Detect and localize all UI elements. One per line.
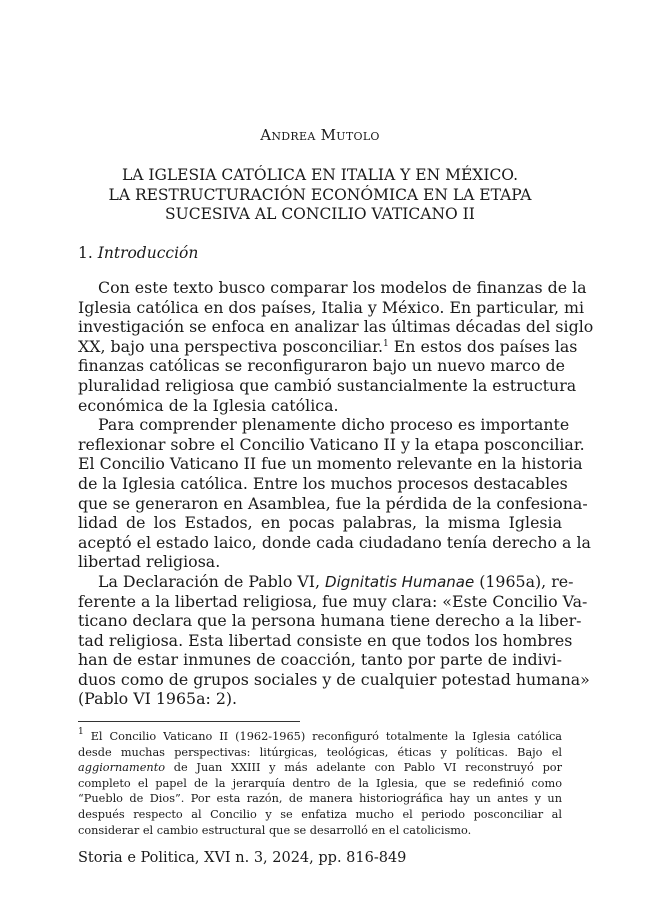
title-line-1: LA IGLESIA CATÓLICA EN ITALIA Y EN MÉXICO. — [121, 166, 519, 184]
title-line-3: SUCESIVA AL CONCILIO VATICANO II — [165, 205, 475, 223]
footnote-line: después respecto al Concilio y se enfatiza mucho el periodo posconciliar al — [78, 807, 562, 821]
paragraph-2-line: Para comprender plenamente dicho proceso es importante — [98, 415, 570, 435]
footnote-marker: 1 — [78, 727, 84, 737]
paragraph-3-line: ferente a la libertad religiosa, fue muy clara: «Este Concilio Va- — [78, 591, 588, 611]
section-heading — [78, 244, 198, 262]
footnote-line: completo el papel de la jerarquía dentro de la Iglesia, que se redefinió como — [78, 776, 562, 790]
paper-page — [78, 0, 594, 920]
footnote-line: desde muchas perspectivas: litúrgicas, teológicas, éticas y políticas. Bajo el — [78, 745, 562, 759]
paragraph-2-line: libertad religiosa. — [78, 552, 221, 572]
paragraph-3-line: ticano declara que la persona humana tiene derecho a la liber- — [78, 611, 582, 631]
author-text: Andrea Mutolo — [260, 126, 380, 144]
article-title — [78, 166, 562, 225]
paragraph-2-line: aceptó el estado laico, donde cada ciudadano tenía derecho a la — [78, 532, 591, 552]
footnote-ref[interactable]: 1 — [383, 338, 389, 349]
section-number: 1. — [78, 244, 93, 262]
footnote-line: considerar el cambio estructural que se desarrolló en el catolicismo. — [78, 823, 472, 837]
paragraph-1-line: pluralidad religiosa que cambió sustancialmente la estructura — [78, 375, 577, 395]
paragraph-3-line — [78, 571, 574, 592]
paragraph-3-text: (1965a), re- — [474, 571, 574, 591]
paragraph-1-line — [78, 336, 578, 357]
paragraph-1-line: Con este texto busco comparar los modelos de finanzas de la — [98, 278, 587, 297]
paragraph-1-line: investigación se enfoca en analizar las últimas décadas del siglo — [78, 317, 594, 337]
paragraph-1-line: económica de la Iglesia católica. — [78, 395, 339, 415]
paragraph-3-line: han de estar inmunes de coacción, tanto por parte de indivi- — [78, 650, 562, 670]
paragraph-2-line: El Concilio Vaticano II fue un momento relevante en la historia — [78, 454, 583, 474]
paragraph-3-line: (Pablo VI 1965a: 2). — [78, 689, 238, 709]
footnote-line: “Pueblo de Dios”. Por esta razón, de manera historiográfica hay un antes y un — [78, 792, 562, 806]
footnote-italic: aggiornamento — [78, 761, 166, 775]
paragraph-3-line: duos como de grupos sociales y de cualquier potestad humana» — [78, 669, 590, 689]
footnote-divider — [78, 721, 300, 722]
footnote-line — [78, 729, 562, 745]
body-text — [78, 278, 594, 709]
footnote-text: El Concilio Vaticano II (1962-1965) reconfiguró totalmente la Iglesia católica — [90, 730, 563, 743]
paragraph-1-text: En estos dos países las — [388, 336, 578, 356]
paragraph-1-line: Iglesia católica en dos países, Italia y México. En particular, mi — [78, 297, 585, 317]
footnote-text: de Juan XXIII y más adelante con Pablo VI reconstruyó por — [165, 761, 562, 775]
paragraph-3-text: La Declaración de Pablo VI, — [98, 571, 326, 591]
section-title: Introducción — [97, 244, 199, 262]
footnote-line — [78, 760, 562, 776]
journal-citation: Storia e Politica, XVI n. 3, 2024, pp. 816-849 — [78, 850, 407, 866]
paragraph-2-line: que se generaron en Asamblea, fue la pérdida de la confesiona- — [78, 493, 588, 513]
author-name — [78, 126, 562, 144]
title-line-2: LA RESTRUCTURACIÓN ECONÓMICA EN LA ETAPA — [108, 185, 532, 204]
paragraph-2-line: lidad de los Estados, en pocas palabras, la misma Iglesia — [78, 513, 562, 533]
paragraph-1-text: XX, bajo una perspectiva posconciliar. — [78, 336, 383, 356]
paragraph-1-line: finanzas católicas se reconfiguraron bajo un nuevo marco de — [78, 356, 566, 376]
paragraph-2-line: reflexionar sobre el Concilio Vaticano II y la etapa posconciliar. — [78, 434, 585, 454]
footnote — [78, 729, 562, 838]
paragraph-3-line: tad religiosa. Esta libertad consiste en que todos los hombres — [78, 630, 573, 650]
document-title-italic: Dignitatis Humanae — [325, 572, 475, 591]
paragraph-2-line: de la Iglesia católica. Entre los muchos procesos destacables — [78, 473, 568, 493]
